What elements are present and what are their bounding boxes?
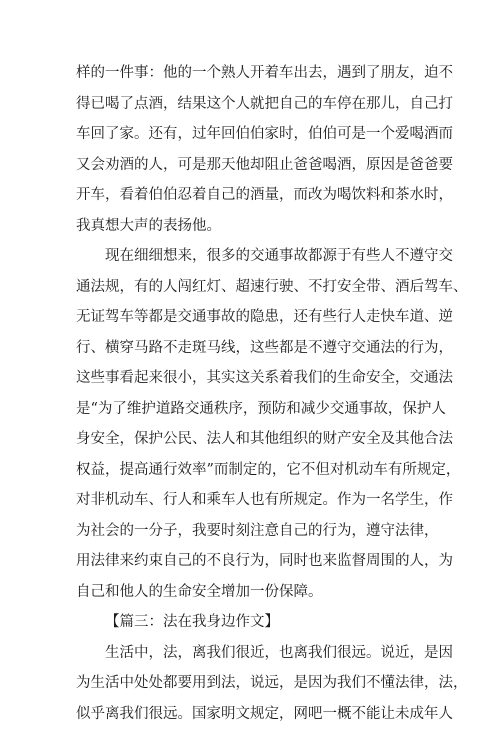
paragraph-traffic-law	[76, 241, 432, 607]
text-line: 用法律来约束自己的不良行为，同时也来监督周围的人，为	[76, 546, 432, 577]
text-line: 得已喝了点酒，结果这个人就把自己的车停在那儿，自己打	[76, 89, 432, 120]
text-line: 我真想大声的表扬他。	[76, 211, 432, 242]
text-line: 似乎离我们很远。国家明文规定，网吧一概不能让未成年人	[76, 699, 432, 729]
text-line: 样的一件事：他的一个熟人开着车出去，遇到了朋友，迫不	[76, 58, 432, 89]
text-line: 这些事看起来很小，其实这关系着我们的生命安全，交通法	[76, 363, 432, 394]
text-line: 为社会的一分子，我要时刻注意自己的行为，遵守法律，	[76, 516, 432, 547]
text-line: 车回了家。还有，过年回伯伯家时，伯伯可是一个爱喝酒而	[76, 119, 432, 150]
text-line: 现在细细想来，很多的交通事故都源于有些人不遵守交	[76, 241, 432, 272]
text-line: 无证驾车等都是交通事故的隐患，还有些行人走快车道、逆	[76, 302, 432, 333]
text-line: 开车，看着伯伯忍着自己的酒量，而改为喝饮料和茶水时，	[76, 180, 432, 211]
text-line: 又会劝酒的人，可是那天他却阻止爸爸喝酒，原因是爸爸要	[76, 150, 432, 181]
paragraph-final	[76, 638, 432, 729]
text-line: 是“为了维护道路交通秩序，预防和减少交通事故，保护人	[76, 394, 432, 425]
text-line: 为生活中处处都要用到法，说远，是因为我们不懂法律，法，	[76, 668, 432, 699]
document-body	[76, 58, 432, 729]
section-heading: 【篇三：法在我身边作文】	[76, 607, 432, 638]
text-line: 行、横穿马路不走斑马线，这些都是不遵守交通法的行为，	[76, 333, 432, 364]
paragraph-continued	[76, 58, 432, 241]
text-line: 通法规，有的人闯红灯、超速行驶、不打安全带、酒后驾车、	[76, 272, 432, 303]
text-line: 身安全，保护公民、法人和其他组织的财产安全及其他合法	[76, 424, 432, 455]
text-line: 自己和他人的生命安全增加一份保障。	[76, 577, 432, 608]
text-line: 生活中，法，离我们很近，也离我们很远。说近，是因	[76, 638, 432, 669]
text-line: 对非机动车、行人和乘车人也有所规定。作为一名学生，作	[76, 485, 432, 516]
text-line: 权益，提高通行效率”而制定的，它不但对机动车有所规定，	[76, 455, 432, 486]
